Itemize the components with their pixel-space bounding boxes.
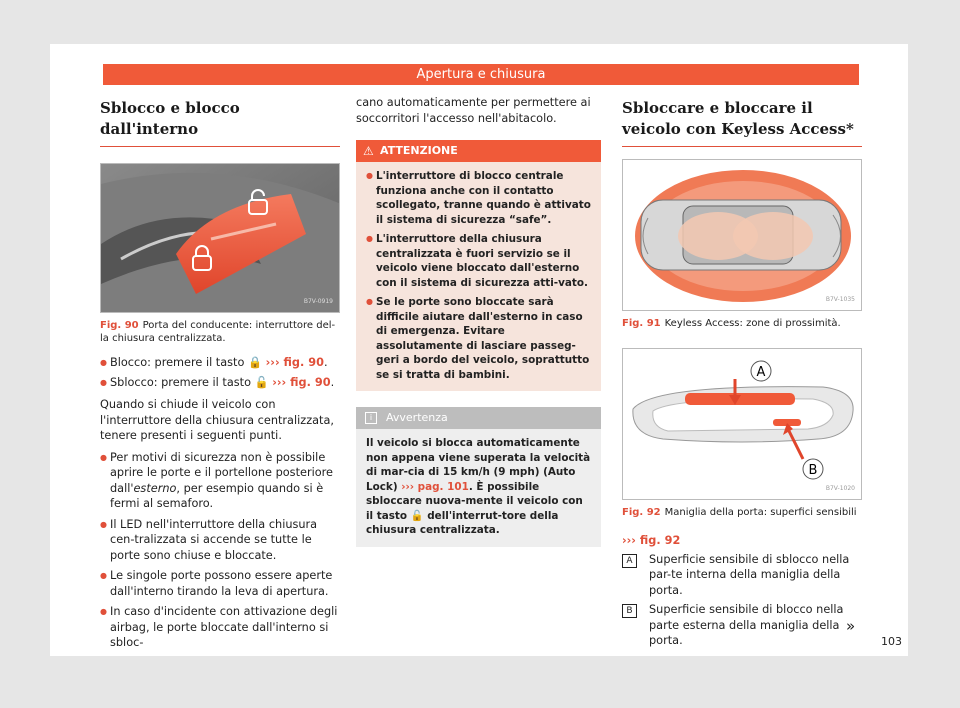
figure-code: B7V-1020 xyxy=(825,484,855,492)
figure-link[interactable]: ››› fig. 92 xyxy=(622,534,681,547)
figure-number: Fig. 90 xyxy=(100,320,139,331)
legend-text: Superficie sensibile di blocco nella parte esterna della maniglia della porta. xyxy=(649,603,844,647)
warning-body xyxy=(356,162,601,391)
paragraph: Quando si chiude il veicolo con l'interruttore della chiusura centralizzata, tenere presenti i seguenti punti. xyxy=(100,398,334,442)
door-handle-illustration xyxy=(623,349,861,499)
legend-key: B xyxy=(622,604,637,618)
warning-item: ● Se le porte sono bloccate sarà difficile aiutare dall'esterno in caso di emergenza. Evitare assolutamente di lasciare passeg-geri a bordo del veicolo, soprattutto se si tratta di bambini. xyxy=(366,295,593,382)
legend-text: Superficie sensibile di sblocco nella par-te interna della maniglia della porta. xyxy=(649,552,850,597)
legend-key: A xyxy=(622,554,637,568)
note-header xyxy=(356,407,601,429)
figure-91-keyless-zones xyxy=(622,159,862,311)
door-switch-illustration xyxy=(101,164,340,312)
heading-rule xyxy=(622,146,862,147)
section-heading: Sbloccare e bloccare il veicolo con Keyless Access* xyxy=(622,99,854,138)
continue-marker: » xyxy=(846,617,856,635)
legend-item-a xyxy=(622,552,862,599)
bullet-lock: ● Blocco: premere il tasto 🔒 ››› fig. 90. xyxy=(100,355,340,371)
bullet-item: ● Per motivi di sicurezza non è possibile aprire le porte e il portellone posteriore dall'esterno, per esempio quando si è fermi al semaforo. xyxy=(100,450,340,512)
note-title: Avvertenza xyxy=(386,411,448,424)
figure-number: Fig. 92 xyxy=(622,507,661,518)
figure-code: B7V-0919 xyxy=(303,297,333,305)
unlock-key-icon: 🔓 xyxy=(254,375,269,389)
section-heading: Sblocco e blocco dall'interno xyxy=(100,99,240,138)
warning-header xyxy=(356,140,601,162)
bullet-item: ● Le singole porte possono essere aperte dall'interno tirando la leva di apertura. xyxy=(100,568,340,599)
note-box xyxy=(356,407,601,547)
legend-item-b xyxy=(622,602,862,649)
warning-triangle-icon: ⚠ xyxy=(363,144,374,158)
page-number: 103 xyxy=(881,635,902,648)
figure-92-caption xyxy=(622,506,862,519)
caption-text: Keyless Access: zone di prossimità. xyxy=(664,318,841,329)
left-column xyxy=(100,95,340,651)
section-header: Apertura e chiusura xyxy=(103,64,859,85)
bullet-item: ● Il LED nell'interruttore della chiusura cen-tralizzata si accende se tutte le porte sono chiuse e bloccate. xyxy=(100,517,340,564)
figure-90-door-switch xyxy=(100,163,340,313)
figure-90-caption xyxy=(100,319,340,345)
note-body: Il veicolo si blocca automaticamente non appena viene superata la velocità di mar-cia di 15 km/h (9 mph) (Auto Lock) ››› pag. 101. È possibile sbloccare nuova-mente il veicolo con il tasto 🔓 dell'interrut-tore della chiusura centralizzata. xyxy=(366,437,591,536)
warning-item: ● L'interruttore di blocco centrale funziona anche con il contatto scollegato, tranne quando è attivato il sistema di sicurezza “safe”. xyxy=(366,169,593,227)
figure-92-door-handle xyxy=(622,348,862,500)
figure-link[interactable]: ››› fig. 90 xyxy=(265,356,324,369)
info-icon: i xyxy=(365,412,377,424)
right-column xyxy=(622,95,862,649)
warning-box xyxy=(356,140,601,391)
page-link[interactable]: ››› pag. 101 xyxy=(401,480,469,493)
bullet-item: ● In caso d'incidente con attivazione degli airbag, le porte bloccate dall'interno si sbloc- xyxy=(100,604,340,651)
figure-number: Fig. 91 xyxy=(622,318,661,329)
bullet-unlock: ● Sblocco: premere il tasto 🔓 ››› fig. 90. xyxy=(100,375,340,391)
warning-title: ATTENZIONE xyxy=(380,144,458,157)
figure-link[interactable]: ››› fig. 90 xyxy=(272,375,331,389)
caption-text: Maniglia della porta: superfici sensibili xyxy=(664,507,857,518)
callout-a: A xyxy=(756,365,766,380)
lock-key-icon: 🔒 xyxy=(247,356,263,369)
warning-item: ● L'interruttore della chiusura centralizzata è fuori servizio se il veicolo viene bloccato dall'esterno con il sistema di sicurezza atti-vato. xyxy=(366,232,593,290)
callout-b: B xyxy=(808,463,818,478)
caption-text: Porta del conducente: interruttore del-la chiusura centralizzata. xyxy=(100,320,336,344)
middle-column xyxy=(356,95,601,547)
car-proximity-zones-illustration xyxy=(623,160,861,310)
paragraph-continued: cano automaticamente per permettere ai soccorritori l'accesso nell'abitacolo. xyxy=(356,96,591,125)
unlock-key-icon: 🔓 xyxy=(410,509,424,522)
figure-code: B7V-1035 xyxy=(825,295,855,303)
figure-91-caption xyxy=(622,317,862,330)
heading-rule xyxy=(100,146,340,147)
figure-reference xyxy=(622,533,862,549)
sensor-a-surface xyxy=(685,393,795,405)
